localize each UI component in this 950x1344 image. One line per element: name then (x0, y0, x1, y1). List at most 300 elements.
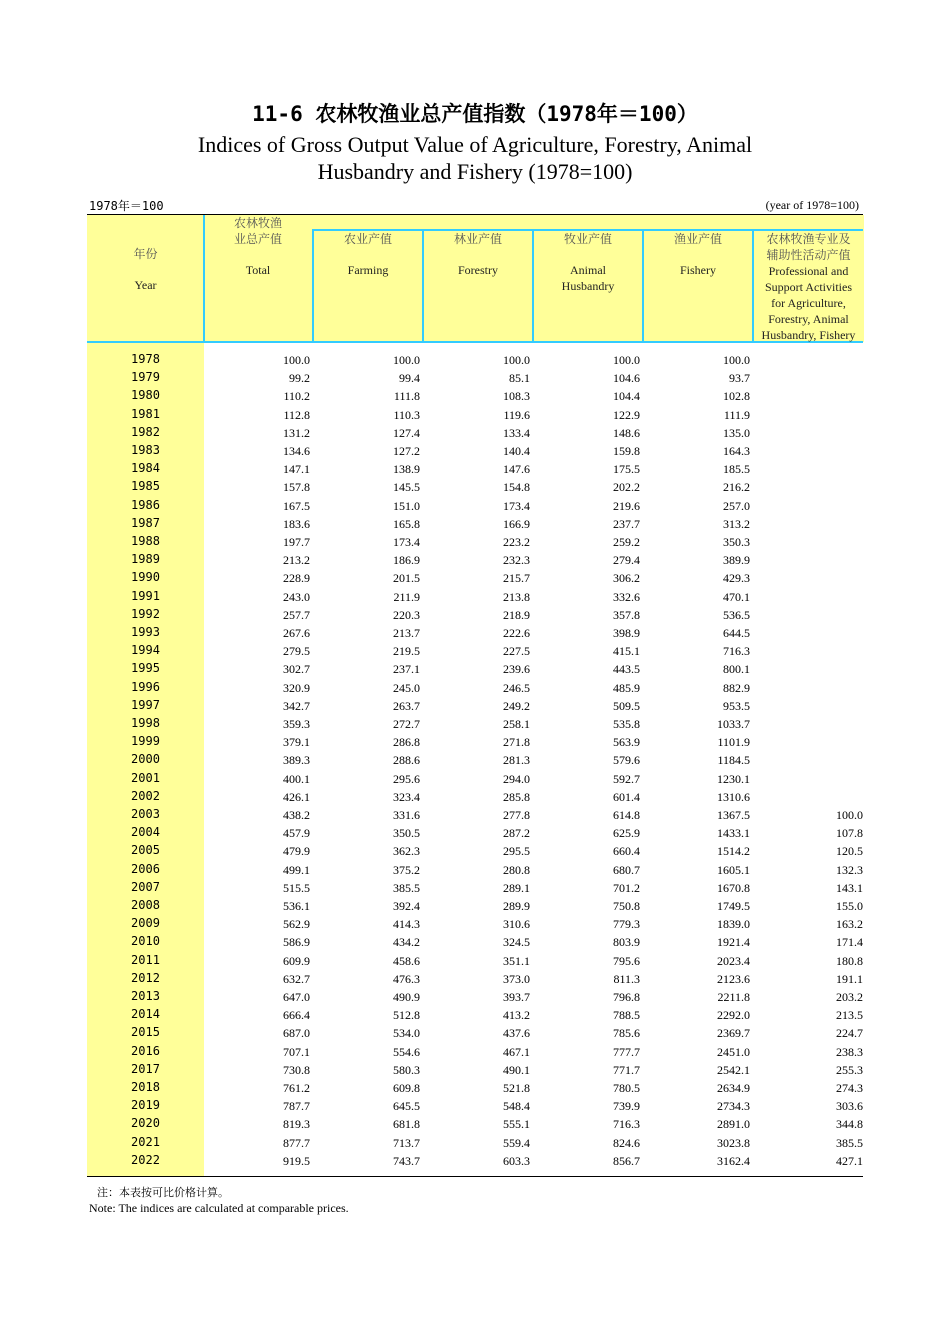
row-year: 1987 (131, 515, 160, 530)
row-value: 379.1 (283, 735, 310, 750)
row-value: 191.1 (836, 971, 863, 986)
table-row (87, 879, 863, 897)
row-year: 2007 (131, 879, 160, 894)
row-value: 437.6 (503, 1026, 530, 1041)
row-value: 245.0 (393, 680, 420, 695)
row-value: 1433.1 (717, 826, 750, 841)
row-value: 263.7 (393, 698, 420, 713)
row-year: 1994 (131, 643, 160, 658)
table-row (87, 715, 863, 733)
header-husbandry-en2: Husbandry (561, 279, 615, 293)
row-value: 216.2 (723, 480, 750, 495)
row-value: 548.4 (503, 1099, 530, 1114)
row-value: 707.1 (283, 1044, 310, 1059)
table-row (87, 460, 863, 478)
row-value: 147.1 (283, 462, 310, 477)
row-value: 555.1 (503, 1117, 530, 1132)
row-value: 323.4 (393, 789, 420, 804)
row-value: 429.3 (723, 571, 750, 586)
row-value: 603.3 (503, 1153, 530, 1168)
header-support-en2: Support Activities (765, 280, 852, 294)
row-value: 796.8 (613, 990, 640, 1004)
table-row (87, 351, 863, 369)
row-value: 415.1 (613, 644, 640, 659)
table-row (87, 733, 863, 751)
row-year: 1983 (131, 443, 160, 457)
row-value: 132.3 (836, 862, 863, 877)
row-value: 257.7 (283, 607, 310, 622)
row-value: 400.1 (283, 771, 310, 786)
row-value: 389.3 (283, 753, 310, 768)
table-row (87, 533, 863, 551)
header-fishery-zh: 渔业产值 (673, 232, 722, 246)
row-year: 1981 (131, 406, 160, 421)
row-value: 1670.8 (717, 880, 750, 895)
row-value: 148.6 (613, 425, 640, 440)
table-row (87, 861, 863, 879)
row-value: 750.8 (613, 899, 640, 913)
row-value: 104.4 (613, 389, 640, 404)
row-year: 1997 (131, 697, 160, 712)
row-value: 803.9 (613, 935, 640, 950)
table-row (87, 1097, 863, 1115)
row-value: 856.7 (613, 1153, 640, 1168)
table-row (87, 988, 863, 1006)
row-value: 197.7 (283, 535, 310, 549)
row-year: 1982 (131, 424, 160, 439)
row-value: 681.8 (393, 1117, 420, 1132)
row-value: 701.2 (613, 880, 640, 895)
table-row (87, 442, 863, 460)
header-support-en3: for Agriculture, (771, 296, 846, 310)
row-value: 785.6 (613, 1026, 640, 1041)
row-value: 563.9 (613, 735, 640, 750)
row-value: 120.5 (836, 844, 863, 859)
table-row (87, 1079, 863, 1097)
row-value: 580.3 (393, 1062, 420, 1077)
row-year: 1993 (131, 625, 160, 639)
row-value: 645.5 (393, 1099, 420, 1114)
table-row (87, 515, 863, 533)
row-value: 1367.5 (717, 808, 750, 822)
row-year: 2012 (131, 970, 160, 985)
row-value: 131.2 (283, 425, 310, 440)
row-value: 173.4 (393, 535, 420, 549)
row-value: 716.3 (723, 644, 750, 659)
row-value: 145.5 (393, 480, 420, 495)
row-value: 1749.5 (717, 899, 750, 913)
note-en: Note: The indices are calculated at comparable prices. (89, 1201, 349, 1215)
row-value: 351.1 (503, 953, 530, 968)
row-value: 211.9 (393, 589, 420, 604)
row-value: 647.0 (283, 990, 310, 1004)
row-value: 107.8 (836, 826, 863, 841)
row-value: 102.8 (723, 389, 750, 404)
row-value: 882.9 (723, 680, 750, 695)
title-en-line1: Indices of Gross Output Value of Agriculture, Forestry, Animal (197, 132, 753, 157)
row-value: 220.3 (393, 607, 420, 622)
row-value: 536.5 (723, 607, 750, 622)
row-value: 171.4 (836, 935, 863, 950)
row-value: 286.8 (393, 735, 420, 750)
row-value: 385.5 (836, 1135, 863, 1150)
row-value: 93.7 (729, 371, 750, 386)
row-value: 100.0 (503, 353, 530, 367)
row-value: 535.8 (613, 717, 640, 731)
row-year: 1988 (131, 534, 160, 548)
row-value: 1514.2 (717, 844, 750, 859)
row-year: 2006 (131, 861, 160, 876)
table-row (87, 751, 863, 769)
row-value: 213.5 (836, 1008, 863, 1023)
row-value: 614.8 (613, 808, 640, 822)
row-value: 324.5 (503, 935, 530, 950)
row-value: 426.1 (283, 789, 310, 804)
row-value: 237.7 (613, 516, 640, 531)
table-row (87, 588, 863, 606)
row-year: 2003 (131, 807, 160, 821)
table-row (87, 824, 863, 842)
row-value: 289.9 (503, 899, 530, 913)
table-row (87, 551, 863, 569)
row-value: 249.2 (503, 698, 530, 713)
row-year: 1992 (131, 606, 160, 621)
row-value: 467.1 (503, 1044, 530, 1059)
row-value: 288.6 (393, 753, 420, 768)
row-value: 85.1 (509, 371, 530, 386)
row-value: 257.0 (723, 498, 750, 513)
row-value: 267.6 (283, 626, 310, 640)
table-row (87, 624, 863, 642)
row-value: 99.2 (289, 371, 310, 386)
row-value: 521.8 (503, 1081, 530, 1095)
row-value: 287.2 (503, 826, 530, 841)
row-value: 509.5 (613, 698, 640, 713)
row-year: 2018 (131, 1080, 160, 1094)
row-value: 1033.7 (717, 717, 750, 731)
row-value: 127.4 (393, 425, 420, 440)
table-row (87, 970, 863, 988)
row-value: 660.4 (613, 844, 640, 859)
row-value: 2123.6 (717, 971, 750, 986)
row-value: 562.9 (283, 917, 310, 932)
header-year (87, 246, 204, 293)
row-value: 237.1 (393, 662, 420, 677)
row-value: 110.2 (283, 389, 310, 404)
row-value: 277.8 (503, 808, 530, 822)
table-row (87, 915, 863, 933)
row-value: 175.5 (613, 462, 640, 477)
row-value: 134.6 (283, 444, 310, 458)
table-row (87, 1152, 863, 1170)
row-value: 1230.1 (717, 771, 750, 786)
row-year: 2010 (131, 934, 160, 949)
row-value: 800.1 (723, 662, 750, 677)
header-support-zh2: 辅助性活动产值 (766, 248, 851, 262)
table-row (87, 660, 863, 678)
row-value: 185.5 (723, 462, 750, 477)
row-value: 213.2 (283, 553, 310, 568)
row-year: 1991 (131, 588, 160, 603)
row-value: 167.5 (283, 498, 310, 513)
table-row (87, 788, 863, 806)
row-year: 2015 (131, 1025, 160, 1040)
header-farming-zh: 农业产值 (343, 232, 392, 246)
row-value: 586.9 (283, 935, 310, 950)
header-support-zh1: 农林牧渔专业及 (766, 232, 851, 246)
header-husbandry-zh: 牧业产值 (563, 232, 612, 246)
row-value: 2734.3 (717, 1099, 750, 1114)
row-value: 258.1 (503, 717, 530, 731)
row-value: 135.0 (723, 425, 750, 440)
row-value: 787.7 (283, 1099, 310, 1114)
header-year-zh: 年份 (133, 247, 158, 261)
table-row (87, 369, 863, 387)
table-row (87, 569, 863, 587)
row-value: 559.4 (503, 1135, 530, 1150)
row-value: 780.5 (613, 1081, 640, 1095)
table-row (87, 1134, 863, 1152)
row-value: 289.1 (503, 880, 530, 895)
row-value: 1310.6 (717, 789, 750, 804)
table-row (87, 697, 863, 715)
table-row (87, 406, 863, 424)
row-value: 609.9 (283, 953, 310, 968)
row-value: 138.9 (393, 462, 420, 477)
row-value: 100.0 (836, 808, 863, 822)
row-value: 458.6 (393, 953, 420, 968)
row-value: 2292.0 (717, 1008, 750, 1023)
row-year: 2013 (131, 989, 160, 1003)
table-row (87, 606, 863, 624)
row-value: 255.3 (836, 1062, 863, 1077)
row-value: 186.9 (393, 553, 420, 568)
row-value: 183.6 (283, 516, 310, 531)
row-value: 1184.5 (717, 753, 750, 768)
row-year: 1986 (131, 497, 160, 512)
row-value: 716.3 (613, 1117, 640, 1132)
row-value: 3162.4 (717, 1153, 750, 1168)
row-value: 811.3 (613, 971, 640, 986)
row-year: 2014 (131, 1007, 160, 1022)
table-row (87, 1061, 863, 1079)
row-value: 279.4 (613, 553, 640, 568)
row-value: 392.4 (393, 899, 420, 913)
row-value: 625.9 (613, 826, 640, 841)
row-value: 122.9 (613, 407, 640, 422)
table-bottom-rule (87, 1176, 863, 1177)
row-value: 163.2 (836, 917, 863, 932)
row-value: 2542.1 (717, 1062, 750, 1077)
row-year: 1984 (131, 461, 160, 476)
row-value: 223.2 (503, 535, 530, 549)
row-value: 295.6 (393, 771, 420, 786)
row-value: 281.3 (503, 753, 530, 768)
row-year: 1995 (131, 661, 160, 676)
row-value: 159.8 (613, 444, 640, 458)
header-fishery-en: Fishery (680, 263, 716, 277)
row-value: 164.3 (723, 444, 750, 458)
table-row (87, 1024, 863, 1042)
row-value: 779.3 (613, 917, 640, 932)
row-value: 140.4 (503, 444, 530, 458)
row-value: 2451.0 (717, 1044, 750, 1059)
row-value: 350.3 (723, 535, 750, 549)
row-value: 295.5 (503, 844, 530, 859)
row-value: 280.8 (503, 862, 530, 877)
unit-label-zh: 1978年＝100 (89, 199, 164, 213)
row-value: 219.5 (393, 644, 420, 659)
row-value: 413.2 (503, 1008, 530, 1023)
row-value: 953.5 (723, 698, 750, 713)
row-value: 438.2 (283, 808, 310, 822)
row-value: 272.7 (393, 717, 420, 731)
row-value: 310.6 (503, 917, 530, 932)
row-value: 359.3 (283, 717, 310, 731)
row-value: 2211.8 (717, 990, 750, 1004)
row-value: 536.1 (283, 899, 310, 913)
row-value: 279.5 (283, 644, 310, 659)
row-year: 2002 (131, 788, 160, 803)
row-value: 203.2 (836, 990, 863, 1004)
row-value: 666.4 (283, 1008, 310, 1023)
header-forestry (424, 231, 532, 278)
table-row (87, 424, 863, 442)
row-value: 777.7 (613, 1044, 640, 1059)
table-row (87, 497, 863, 515)
row-value: 476.3 (393, 971, 420, 986)
row-year: 1999 (131, 734, 160, 749)
row-value: 592.7 (613, 771, 640, 786)
row-value: 632.7 (283, 971, 310, 986)
row-value: 224.7 (836, 1026, 863, 1041)
row-value: 202.2 (613, 480, 640, 495)
header-farming-en: Farming (347, 263, 389, 277)
row-value: 601.4 (613, 789, 640, 804)
row-value: 232.3 (503, 553, 530, 568)
row-value: 213.8 (503, 589, 530, 604)
row-value: 730.8 (283, 1062, 310, 1077)
table-row (87, 679, 863, 697)
row-value: 470.1 (723, 589, 750, 604)
row-year: 2022 (131, 1152, 160, 1167)
row-value: 427.1 (836, 1153, 863, 1168)
table-row (87, 933, 863, 951)
row-year: 1989 (131, 552, 160, 567)
row-value: 1605.1 (717, 862, 750, 877)
row-value: 373.0 (503, 971, 530, 986)
row-value: 2369.7 (717, 1026, 750, 1041)
note-zh: 注：本表按可比价格计算。 (97, 1186, 229, 1199)
table-row (87, 478, 863, 496)
row-value: 100.0 (393, 353, 420, 367)
row-value: 127.2 (393, 444, 420, 458)
row-value: 342.7 (283, 698, 310, 713)
row-value: 479.9 (283, 844, 310, 859)
row-value: 166.9 (503, 516, 530, 531)
row-value: 274.3 (836, 1081, 863, 1095)
row-year: 1998 (131, 716, 160, 730)
table-row (87, 897, 863, 915)
row-value: 239.6 (503, 662, 530, 677)
row-value: 1101.9 (717, 735, 750, 750)
row-value: 644.5 (723, 626, 750, 640)
row-value: 99.4 (399, 371, 420, 386)
header-forestry-zh: 林业产值 (453, 232, 502, 246)
row-value: 111.9 (723, 407, 750, 422)
row-value: 100.0 (723, 353, 750, 367)
row-value: 227.5 (503, 644, 530, 659)
header-total-zh2: 业总产值 (233, 232, 282, 246)
row-value: 332.6 (613, 589, 640, 604)
row-year: 2019 (131, 1098, 160, 1113)
row-value: 2891.0 (717, 1117, 750, 1132)
row-value: 485.9 (613, 680, 640, 695)
row-value: 515.5 (283, 880, 310, 895)
row-value: 499.1 (283, 862, 310, 877)
row-value: 344.8 (836, 1117, 863, 1132)
row-value: 1921.4 (717, 935, 750, 950)
row-value: 680.7 (613, 862, 640, 877)
row-value: 434.2 (393, 935, 420, 950)
header-fishery (644, 231, 752, 278)
row-value: 713.7 (393, 1135, 420, 1150)
row-value: 350.5 (393, 826, 420, 841)
table-row (87, 952, 863, 970)
row-value: 110.3 (393, 407, 420, 422)
header-total-zh1: 农林牧渔 (233, 216, 282, 230)
row-year: 2016 (131, 1043, 160, 1058)
row-value: 111.8 (393, 389, 420, 404)
row-value: 3023.8 (717, 1135, 750, 1150)
table-row (87, 1043, 863, 1061)
row-value: 243.0 (283, 589, 310, 604)
row-value: 173.4 (503, 498, 530, 513)
row-value: 761.2 (283, 1081, 310, 1095)
row-year: 2017 (131, 1061, 160, 1076)
row-value: 331.6 (393, 808, 420, 822)
row-value: 554.6 (393, 1044, 420, 1059)
row-value: 285.8 (503, 789, 530, 804)
row-value: 919.5 (283, 1153, 310, 1168)
row-value: 218.9 (503, 607, 530, 622)
row-value: 155.0 (836, 899, 863, 913)
row-value: 389.9 (723, 553, 750, 568)
row-value: 271.8 (503, 735, 530, 750)
row-value: 398.9 (613, 626, 640, 640)
row-value: 819.3 (283, 1117, 310, 1132)
row-value: 259.2 (613, 535, 640, 549)
row-value: 687.0 (283, 1026, 310, 1041)
row-value: 824.6 (613, 1135, 640, 1150)
row-value: 219.6 (613, 498, 640, 513)
header-support-en4: Forestry, Animal (768, 312, 849, 326)
table-row (87, 642, 863, 660)
row-value: 490.9 (393, 990, 420, 1004)
row-value: 294.0 (503, 771, 530, 786)
row-value: 119.6 (503, 407, 530, 422)
row-value: 385.5 (393, 880, 420, 895)
row-value: 414.3 (393, 917, 420, 932)
header-total (204, 215, 312, 278)
row-value: 313.2 (723, 516, 750, 531)
table-row (87, 770, 863, 788)
header-total-en: Total (245, 263, 271, 277)
row-year: 1979 (131, 370, 160, 385)
row-value: 112.8 (283, 407, 310, 422)
row-value: 357.8 (613, 607, 640, 622)
row-year: 1980 (131, 388, 160, 403)
